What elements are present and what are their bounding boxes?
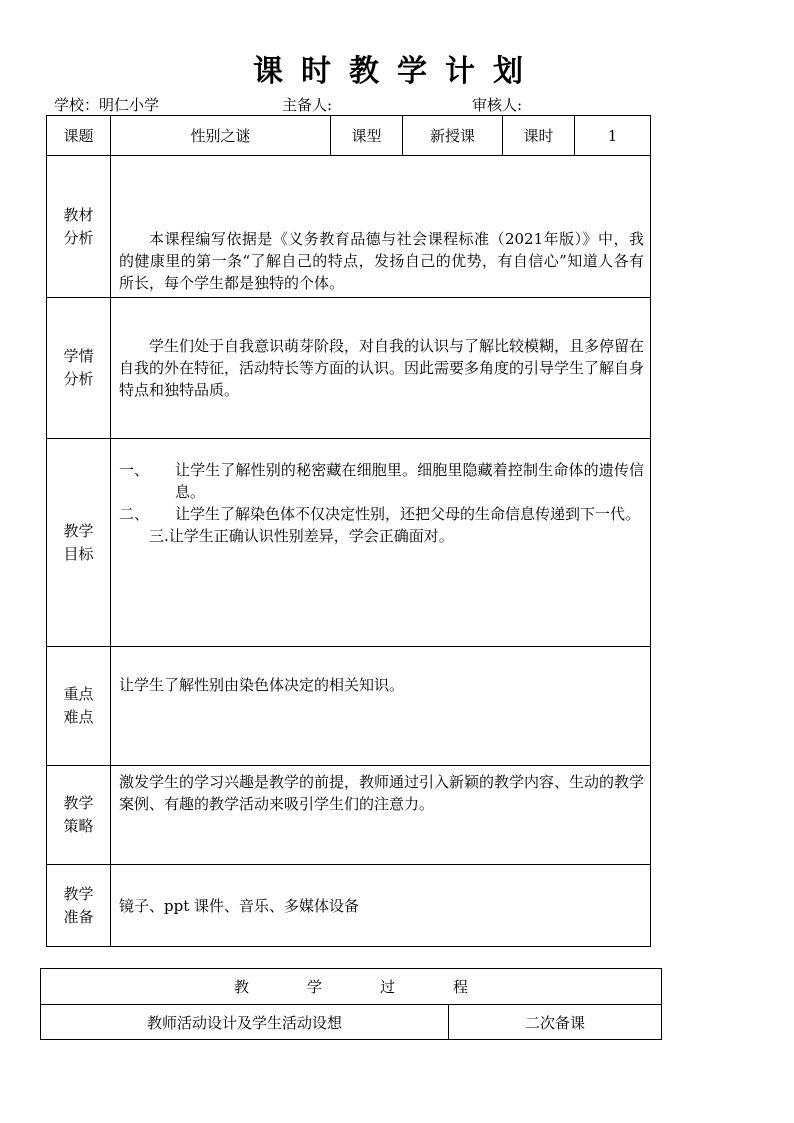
prep-row [47,865,651,947]
key-points-row [47,647,651,766]
process-col-right: 二次备课 [449,1005,662,1040]
strategy-label: 教学 策略 [47,766,111,865]
type-label: 课型 [331,116,403,156]
process-heading: 教学过程 [41,969,662,1005]
goal-item-3: 三.让学生正确认识性别差异，学会正确面对。 [149,527,454,545]
prep-content: 镜子、ppt 课件、音乐、多媒体设备 [111,865,651,947]
goals-content [111,439,651,647]
strategy-row [47,766,651,865]
hours-value: 1 [575,116,651,156]
prep-label: 教学 准备 [47,865,111,947]
header-row [47,116,651,156]
page-title: 课时教学计划 [253,54,541,89]
material-label: 教材 分析 [47,156,111,298]
goal-item-1: 一、 让学生了解性别的秘密藏在细胞里。细胞里隐藏着控制生命体的遗传信息。 [119,461,644,501]
topic-label: 课题 [47,116,111,156]
material-content: 本课程编写依据是《义务教育品德与社会课程标准（2021年版）》中，我的健康里的第一条“了解自己的特点，发扬自己的优势，有自信心”知道人各有所长，每个学生都是独特的个体。 [111,156,651,298]
school-field: 学校：明仁小学 [54,96,160,114]
key-points-content: 让学生了解性别由染色体决定的相关知识。 [111,647,651,766]
process-table [40,968,662,1040]
students-content: 学生们处于自我意识萌芽阶段，对自我的认识与了解比较模糊，且多停留在自我的外在特征，活动特长等方面的认识。因此需要多角度的引导学生了解自身特点和独特品质。 [111,298,651,439]
students-row [47,298,651,439]
goal-item-2: 二、 让学生了解染色体不仅决定性别，还把父母的生命信息传递到下一代。 [119,505,641,523]
strategy-content: 激发学生的学习兴趣是教学的前提，教师通过引入新颖的教学内容、生动的教学案例、有趣的教学活动来吸引学生们的注意力。 [111,766,651,865]
key-points-label: 重点 难点 [47,647,111,766]
topic-value: 性别之谜 [111,116,331,156]
material-row [47,156,651,298]
type-value: 新授课 [403,116,503,156]
goals-label: 教学 目标 [47,439,111,647]
preparer-field: 主备人: [282,96,333,114]
process-col-left: 教师活动设计及学生活动设想 [41,1005,449,1040]
lesson-plan-table [46,115,651,947]
reviewer-field: 审核人: [472,96,523,114]
students-label: 学情 分析 [47,298,111,439]
goals-row [47,439,651,647]
hours-label: 课时 [503,116,575,156]
